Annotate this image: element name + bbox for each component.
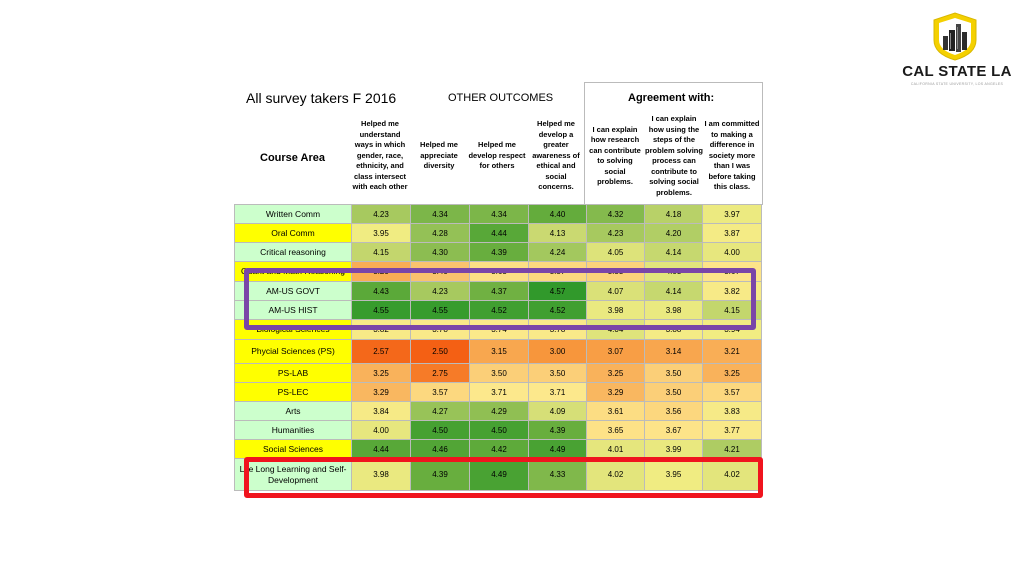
table-cell: 4.04 (587, 320, 645, 340)
table-cell: 4.44 (470, 224, 529, 243)
table-cell: 4.44 (352, 440, 411, 459)
slide-title: All survey takers F 2016 (246, 90, 397, 106)
table-cell: 4.20 (645, 224, 703, 243)
table-cell: 3.29 (587, 383, 645, 402)
table-cell: 4.23 (411, 282, 470, 301)
other-outcomes-heading: OTHER OUTCOMES (448, 92, 554, 104)
table-cell: 4.49 (529, 440, 587, 459)
table-cell: 4.57 (529, 282, 587, 301)
logo-name: CAL STATE LA (902, 63, 1012, 80)
table-cell: 3.50 (645, 364, 703, 383)
table-cell: 4.15 (352, 243, 411, 262)
table-cell: 3.67 (645, 421, 703, 440)
table-cell: 4.15 (703, 301, 762, 320)
table-cell: 3.57 (411, 383, 470, 402)
table-cell: 3.84 (352, 402, 411, 421)
row-label: AM-US HIST (235, 301, 352, 320)
table-cell: 4.32 (587, 205, 645, 224)
table-cell: 4.07 (587, 282, 645, 301)
table-cell: 4.52 (470, 301, 529, 320)
row-label: AM-US GOVT (235, 282, 352, 301)
table-cell: 3.21 (703, 340, 762, 364)
table-cell: 3.25 (587, 364, 645, 383)
table-cell: 4.01 (587, 440, 645, 459)
table-cell: 4.14 (645, 243, 703, 262)
table-cell: 3.53 (587, 262, 645, 282)
table-cell: 3.71 (529, 383, 587, 402)
row-label: Biological Sciences (235, 320, 352, 340)
table-cell: 3.97 (703, 205, 762, 224)
table-cell: 4.39 (529, 421, 587, 440)
survey-results-table (234, 204, 762, 491)
row-label: PS-LEC (235, 383, 352, 402)
table-cell: 4.00 (703, 243, 762, 262)
table-row (235, 364, 762, 383)
table-cell: 3.99 (645, 440, 703, 459)
table-cell: 4.42 (470, 440, 529, 459)
table-row (235, 205, 762, 224)
table-cell: 4.05 (587, 243, 645, 262)
table-row (235, 243, 762, 262)
table-cell: 3.57 (703, 383, 762, 402)
table-cell: 4.30 (411, 243, 470, 262)
row-label: Oral Comm (235, 224, 352, 243)
table-row (235, 383, 762, 402)
cal-state-la-logo (898, 10, 1016, 90)
row-label: Social Sciences (235, 440, 352, 459)
table-cell: 4.27 (411, 402, 470, 421)
row-label: Quant and Math Reasoning (235, 262, 352, 282)
table-cell: 3.25 (703, 364, 762, 383)
row-label: Life Long Learning and Self-Development (235, 459, 352, 491)
table-cell: 2.75 (411, 364, 470, 383)
table-cell: 3.29 (352, 383, 411, 402)
column-header-1: Helped me understand ways in which gender, race, ethnicity, and class intersect with each other (352, 119, 408, 192)
table-cell: 4.23 (352, 205, 411, 224)
table-cell: 4.23 (587, 224, 645, 243)
table-cell: 4.21 (703, 440, 762, 459)
table-cell: 4.28 (411, 224, 470, 243)
table-cell: 3.98 (352, 459, 411, 491)
table-cell: 4.46 (411, 440, 470, 459)
row-label: Arts (235, 402, 352, 421)
row-label: Humanities (235, 421, 352, 440)
building-shield-icon (930, 10, 980, 62)
table-cell: 3.78 (411, 320, 470, 340)
table-cell: 3.57 (529, 262, 587, 282)
table-cell: 4.34 (411, 205, 470, 224)
column-header-7: I am committed to making a difference in society more than I was before taking this class. (704, 119, 760, 192)
table-cell: 4.39 (470, 243, 529, 262)
table-cell: 3.65 (587, 421, 645, 440)
table-cell: 4.52 (529, 301, 587, 320)
table-cell: 4.40 (529, 205, 587, 224)
table-cell: 3.56 (645, 402, 703, 421)
table-cell: 4.55 (352, 301, 411, 320)
table-cell: 4.29 (470, 402, 529, 421)
column-header-5: I can explain how research can contribute to solving social problems. (589, 124, 641, 186)
table-cell: 3.87 (703, 224, 762, 243)
table-row (235, 402, 762, 421)
column-header-3: Helped me develop respect for others (468, 140, 526, 171)
table-cell: 3.25 (352, 364, 411, 383)
table-cell: 3.71 (470, 383, 529, 402)
table-cell: 4.13 (529, 224, 587, 243)
table-row (235, 421, 762, 440)
table-cell: 4.49 (470, 459, 529, 491)
table-cell: 2.57 (352, 340, 411, 364)
table-cell: 4.02 (703, 459, 762, 491)
table-cell: 3.20 (352, 262, 411, 282)
table-cell: 4.09 (529, 402, 587, 421)
table-cell: 3.98 (645, 301, 703, 320)
table-cell: 3.82 (703, 282, 762, 301)
table-cell: 3.78 (529, 320, 587, 340)
red-highlight-box (244, 457, 763, 498)
table-cell: 3.83 (703, 402, 762, 421)
table-cell: 3.40 (411, 262, 470, 282)
table-cell: 3.94 (703, 320, 762, 340)
table-cell: 4.14 (645, 282, 703, 301)
table-cell: 3.50 (470, 364, 529, 383)
table-cell: 4.24 (529, 243, 587, 262)
table-row (235, 340, 762, 364)
table-cell: 3.77 (703, 421, 762, 440)
table-cell: 3.07 (587, 340, 645, 364)
table-cell: 3.98 (587, 301, 645, 320)
table-cell: 4.02 (587, 459, 645, 491)
table-cell: 2.50 (411, 340, 470, 364)
column-header-2: Helped me appreciate diversity (420, 140, 458, 171)
row-label: Written Comm (235, 205, 352, 224)
table-cell: 3.15 (470, 340, 529, 364)
table-cell: 3.82 (352, 320, 411, 340)
table-cell: 4.39 (411, 459, 470, 491)
logo-tagline: CALIFORNIA STATE UNIVERSITY, LOS ANGELES (910, 82, 1004, 86)
course-area-heading: Course Area (260, 152, 326, 164)
purple-highlight-box (244, 268, 756, 330)
table-cell: 4.03 (645, 262, 703, 282)
table-cell: 3.50 (529, 364, 587, 383)
row-label: Critical reasoning (235, 243, 352, 262)
table-cell: 4.43 (352, 282, 411, 301)
table-row (235, 440, 762, 459)
table-cell: 3.67 (703, 262, 762, 282)
column-header-6: I can explain how using the steps of the problem solving process can contribute to solving social problems. (645, 114, 703, 197)
agreement-heading: Agreement with: (628, 92, 715, 104)
table-cell: 4.33 (529, 459, 587, 491)
row-label: PS-LAB (235, 364, 352, 383)
table-cell: 4.55 (411, 301, 470, 320)
table-cell: 4.34 (470, 205, 529, 224)
column-header-4: Helped me develop a greater awareness of ethical and social concerns. (532, 119, 580, 192)
table-cell: 3.14 (645, 340, 703, 364)
table-cell: 3.61 (587, 402, 645, 421)
row-label: Phycial Sciences (PS) (235, 340, 352, 364)
table-cell: 3.63 (470, 262, 529, 282)
table-cell: 3.00 (529, 340, 587, 364)
table-cell: 3.88 (645, 320, 703, 340)
table-row (235, 224, 762, 243)
table-cell: 3.95 (645, 459, 703, 491)
table-cell: 4.18 (645, 205, 703, 224)
table-cell: 4.37 (470, 282, 529, 301)
table-cell: 3.50 (645, 383, 703, 402)
table-cell: 3.74 (470, 320, 529, 340)
table-cell: 4.00 (352, 421, 411, 440)
table-cell: 3.95 (352, 224, 411, 243)
table-cell: 4.50 (411, 421, 470, 440)
table-cell: 4.50 (470, 421, 529, 440)
